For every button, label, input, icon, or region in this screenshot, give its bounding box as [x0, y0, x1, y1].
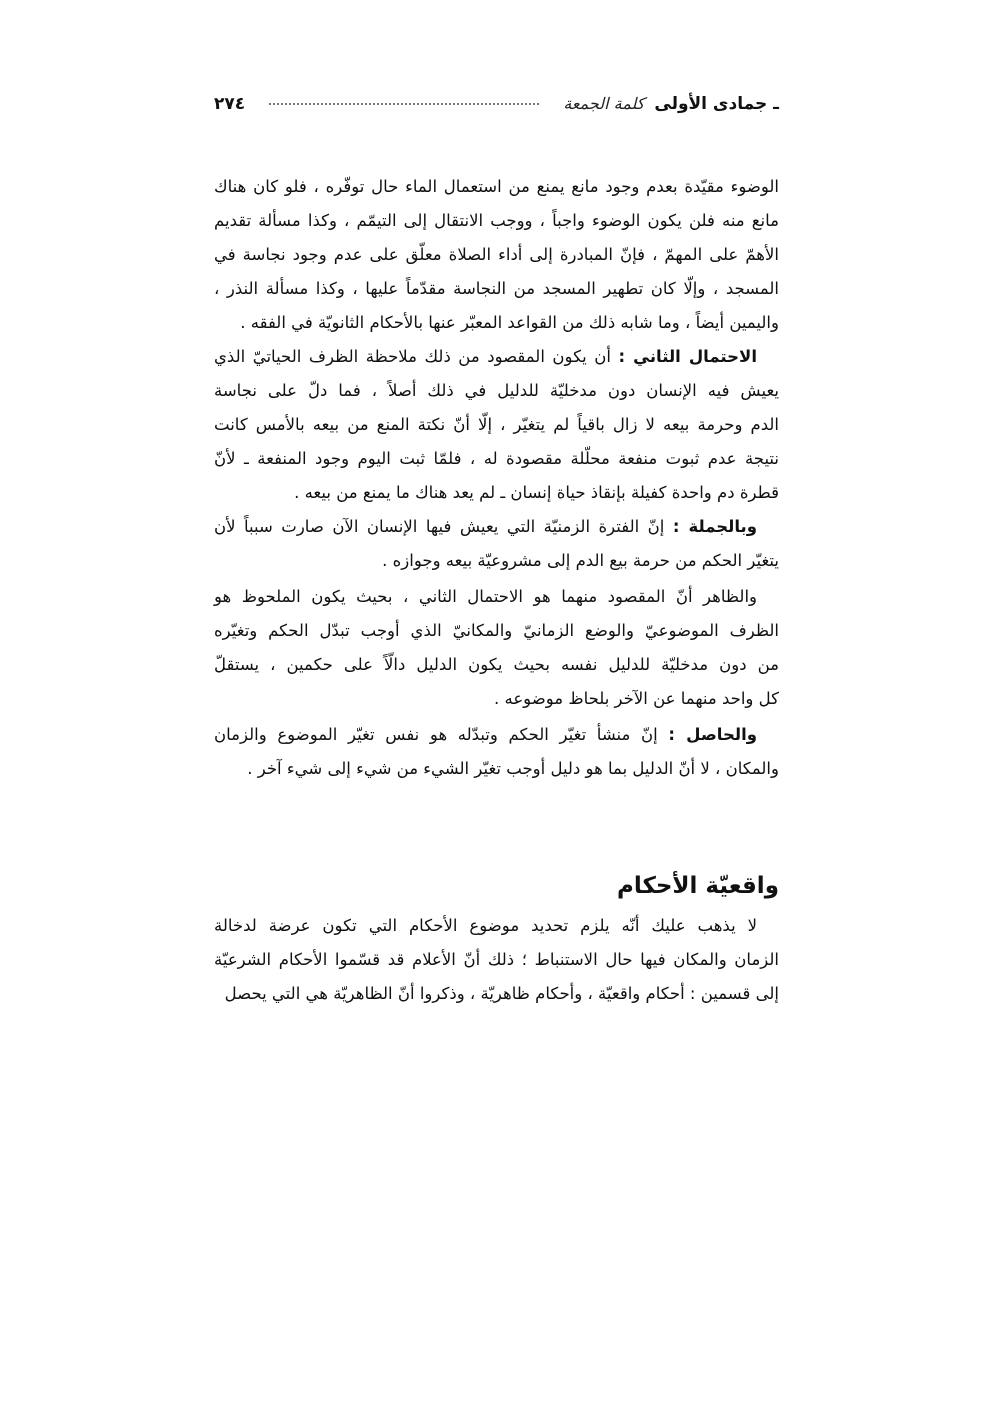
line-text: الظرف الموضوعيّ والوضع الزمانيّ والمكانيّ الذي أوجب تبدّل الحكم وتغيّره [214, 621, 779, 640]
text-line [214, 205, 779, 237]
text-line [214, 341, 779, 373]
line-text: المسجد ، وإلّا كان تطهير المسجد من النجاسة مقدّماً عليها ، وكذا مسألة النذر ، [214, 279, 779, 298]
line-text: يعيش فيه الإنسان دون مدخليّة للدليل في ذلك أصلاً ، فما دلّ على نجاسة [214, 381, 779, 400]
line-text: من دون مدخليّة للدليل نفسه بحيث يكون الدليل دالّاً على حكمين ، يستقلّ [214, 655, 779, 674]
section-heading: واقعيّة الأحكام [616, 873, 779, 899]
line-text: كل واحد منهما عن الآخر بلحاظ موضوعه . [494, 689, 779, 708]
text-line [214, 910, 779, 942]
line-text: والظاهر أنّ المقصود منهما هو الاحتمال الثاني ، بحيث يكون الملحوظ هو [214, 587, 757, 606]
text-line [214, 239, 779, 271]
line-text: قطرة دم واحدة كفيلة بإنقاذ حياة إنسان ـ لم يعد هناك ما يمنع من بيعه . [294, 483, 779, 502]
line-text: الزمان والمكان فيها حال الاستنباط ؛ ذلك أنّ الأعلام قد قسّموا الأحكام الشرعيّة [214, 950, 779, 969]
text-line [214, 581, 779, 613]
text-line [214, 944, 779, 976]
text-line [214, 615, 779, 647]
line-text: الأهمّ على المهمّ ، فإنّ المبادرة إلى أداء الصلاة معلّق على عدم وجود نجاسة في [214, 245, 779, 264]
text-line [214, 511, 779, 543]
header-title: ـ جمادى الأولى [654, 94, 779, 114]
text-line [214, 477, 779, 509]
header-dotted-rule [269, 103, 539, 105]
line-text: لا يذهب عليك أنّه يلزم تحديد موضوع الأحكام التي تكون عرضة لدخالة [214, 916, 757, 935]
text-line [214, 683, 779, 715]
line-text: والمكان ، لا أنّ الدليل بما هو دليل أوجب تغيّر الشيء من شيء إلى شيء آخر . [247, 759, 779, 778]
text-line [214, 273, 779, 305]
text-line [214, 719, 779, 751]
line-text: إنّ الفترة الزمنيّة التي يعيش فيها الإنسان الآن صارت سبباً لأن [214, 517, 665, 536]
page-number: ٢٧٤ [214, 94, 246, 114]
line-text: نتيجة عدم ثبوت منفعة محلّلة مقصودة له ، فلمّا ثبت اليوم وجود المنفعة ـ لأنّ [214, 449, 779, 468]
text-line [214, 443, 779, 475]
text-line [214, 171, 779, 203]
text-line [214, 978, 779, 1010]
page-header [214, 90, 779, 118]
line-text: واليمين أيضاً ، وما شابه ذلك من القواعد المعبّر عنها بالأحكام الثانويّة في الفقه . [240, 313, 779, 332]
line-text: مانع منه فلن يكون الوضوء واجباً ، ووجب الانتقال إلى التيمّم ، وكذا مسألة تقديم [214, 211, 779, 230]
paragraph-lead: الاحتمال الثاني : [618, 347, 757, 366]
text-line [214, 545, 779, 577]
line-text: إلى قسمين : أحكام واقعيّة ، وأحكام ظاهريّة ، وذكروا أنّ الظاهريّة هي التي يحصل [224, 984, 779, 1003]
line-text: أن يكون المقصود من ذلك ملاحظة الظرف الحياتيّ الذي [214, 347, 611, 366]
paragraph-lead: وبالجملة : [672, 517, 757, 536]
line-text: الدم وحرمة بيعه لا زال باقياً لم يتغيّر ، إلّا أنّ نكتة المنع من بيعه بالأمس كانت [214, 415, 779, 434]
line-text: إنّ منشأ تغيّر الحكم وتبدّله هو نفس تغيّر الموضوع والزمان [214, 725, 658, 744]
line-text: يتغيّر الحكم من حرمة بيع الدم إلى مشروعيّة بيعه وجوازه . [382, 551, 779, 570]
paragraph-lead: والحاصل : [668, 725, 758, 744]
text-line [214, 409, 779, 441]
text-line [214, 307, 779, 339]
text-line [214, 753, 779, 785]
text-line [214, 375, 779, 407]
line-text: الوضوء مقيّدة بعدم وجود مانع يمنع من استعمال الماء حال توفّره ، فلو كان هناك [214, 177, 779, 196]
text-line [214, 649, 779, 681]
journal-logo: كلمة الجمعة [563, 94, 645, 113]
